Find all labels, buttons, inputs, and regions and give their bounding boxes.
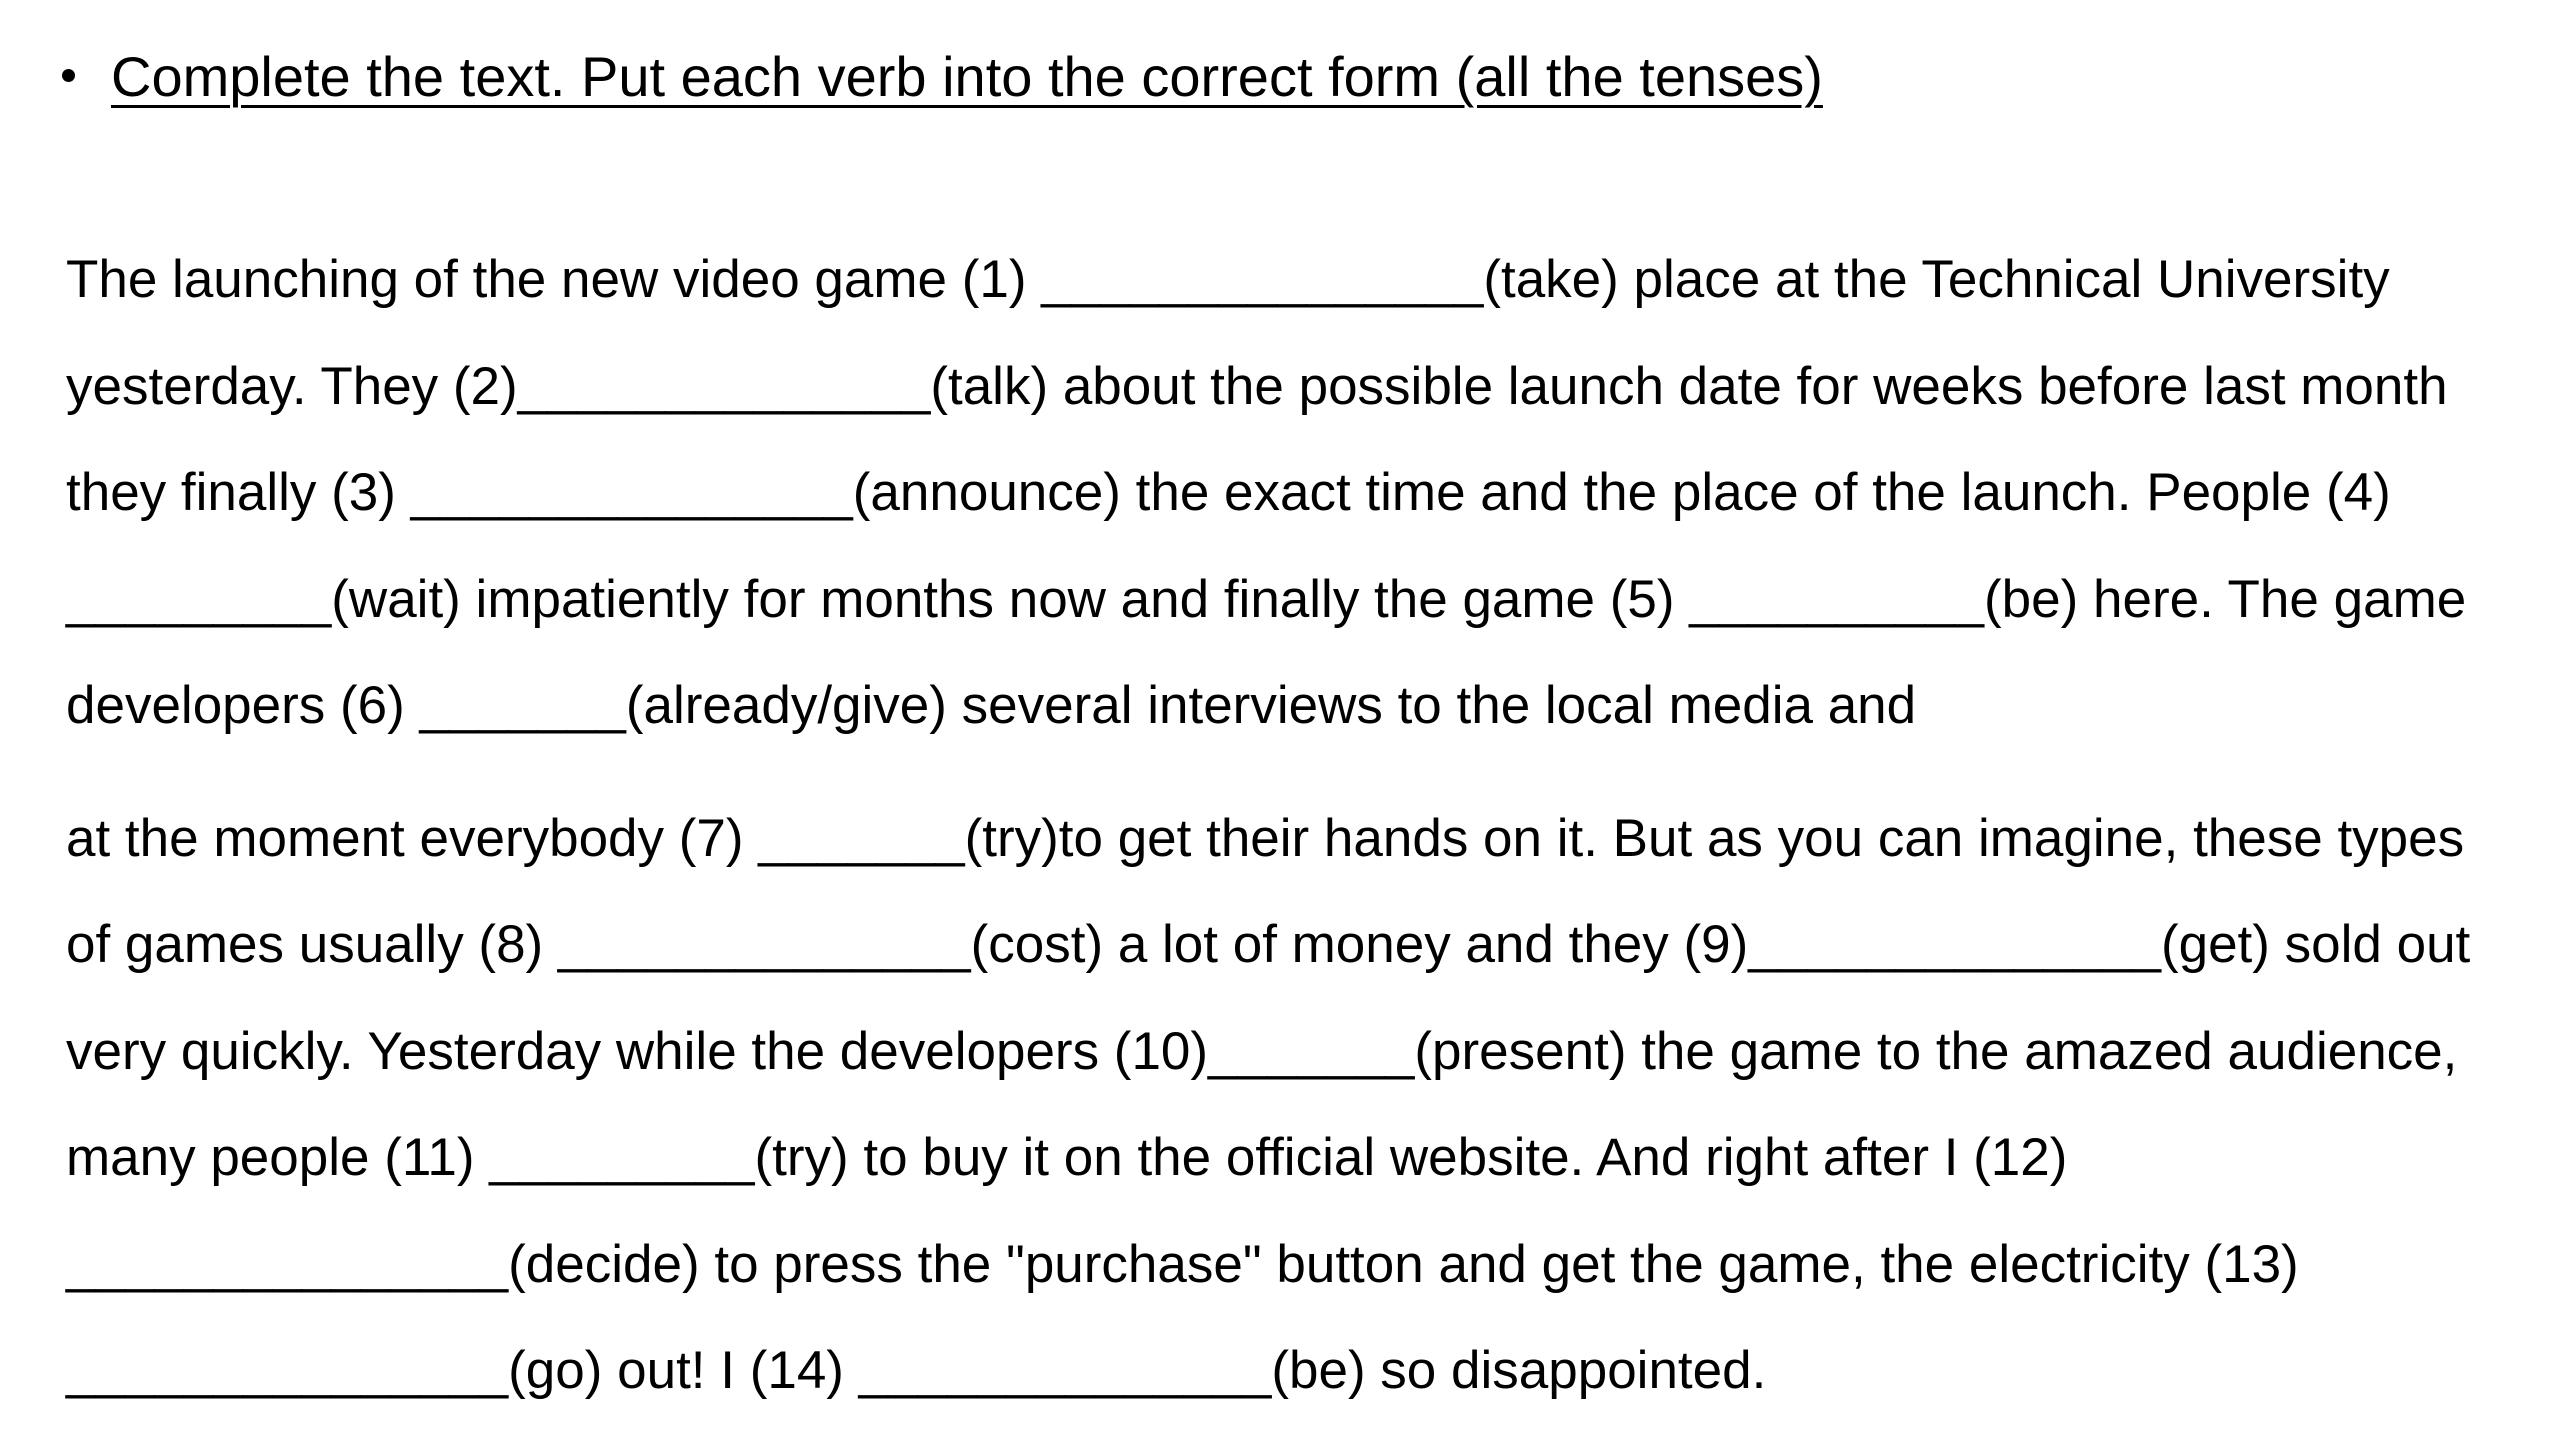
exercise-line-8: very quickly. Yesterday while the developers (10)_______(present) the game to the amazed audience, <box>66 1022 2458 1081</box>
exercise-line-5: developers (6) _______(already/give) several interviews to the local media and <box>66 676 1917 735</box>
exercise-line-7: of games usually (8) ______________(cost) a lot of money and they (9)______________(get) sold out <box>66 915 2471 974</box>
exercise-line-11: _______________(go) out! I (14) ______________(be) so disappointed. <box>66 1341 1767 1400</box>
bullet-icon <box>62 69 75 82</box>
exercise-line-9: many people (11) _________(try) to buy it on the official website. And right after I (12) <box>66 1128 2068 1187</box>
exercise-line-4: _________(wait) impatiently for months now and finally the game (5) __________(be) here. The game <box>66 570 2467 629</box>
exercise-line-2: yesterday. They (2)______________(talk) about the possible launch date for weeks before last month <box>66 357 2448 416</box>
exercise-line-1: The launching of the new video game (1) _______________(take) place at the Technical University <box>66 250 2390 309</box>
instruction-title: Complete the text. Put each verb into the correct form (all the tenses) <box>111 45 1823 108</box>
exercise-line-3: they finally (3) _______________(announce) the exact time and the place of the launch. People (4) <box>66 463 2391 522</box>
exercise-line-10: _______________(decide) to press the "purchase" button and get the game, the electricity (13) <box>66 1235 2299 1294</box>
exercise-line-6: at the moment everybody (7) _______(try)to get their hands on it. But as you can imagine, these types <box>66 809 2465 868</box>
instruction-heading <box>62 44 1823 109</box>
